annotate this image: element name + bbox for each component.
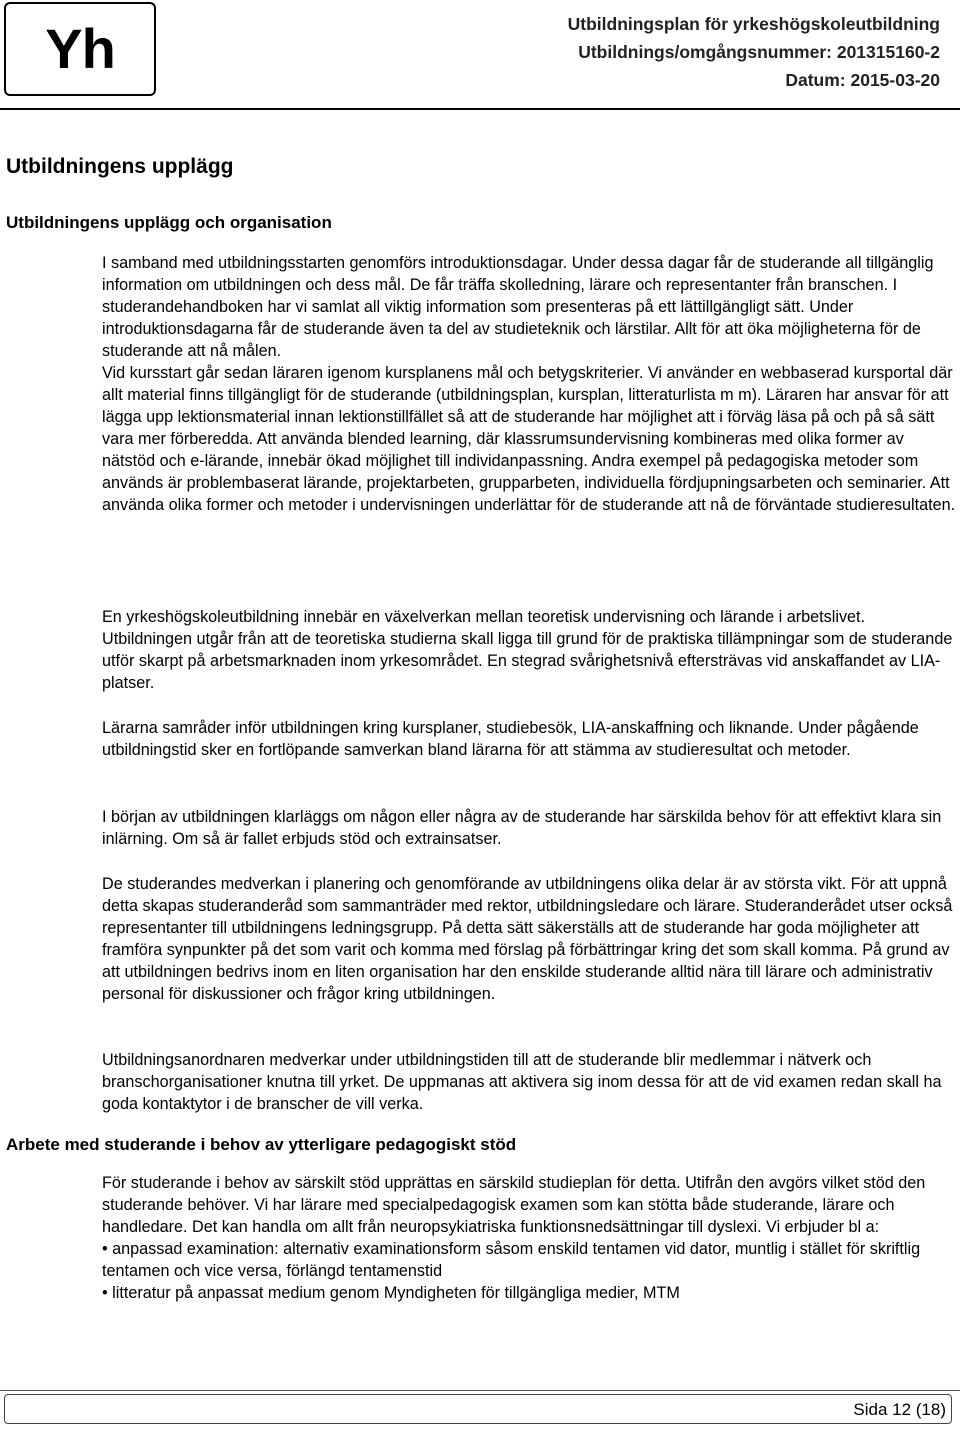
header-date: Datum: 2015-03-20 [785,70,940,90]
paragraph-block [102,1049,958,1115]
paragraph: De studerandes medverkan i planering och genomförande av utbildningens olika delar är av största vikt. För att uppnå detta skapas studeranderåd som sammanträder med rektor, utbildningsledare och lärare. Studeranderådet utser också representanter till utbildningens ledningsgrupp. På detta sätt säkerställs att de studerande har goda möjligheter att framföra synpunkter på det som varit och komma med förslag på förbättringar kring det som skall komma. På grund av att utbildningen bedrivs inom en liten organisation har den enskilde studerande alltid nära till lärare och administrativ personal för diskussioner och frågor kring utbildningen. [102,875,953,1003]
bullet-item: • anpassad examination: alternativ examinationsform såsom enskild tentamen vid dator, muntlig i stället för skriftlig tentamen och vice versa, förlängd tentamenstid [102,1240,921,1280]
paragraph: I början av utbildningen klarläggs om någon eller några av de studerande har särskilda behov för att effektivt klara sin inlärning. Om så är fallet erbjuds stöd och extrainsatser. [102,808,942,848]
bullet-item: • litteratur på anpassat medium genom Myndigheten för tillgängliga medier, MTM [102,1284,680,1302]
section-heading-organisation: Utbildningens upplägg och organisation [6,213,332,232]
header-title: Utbildningsplan för yrkeshögskoleutbildning [567,14,940,34]
paragraph: En yrkeshögskoleutbildning innebär en växelverkan mellan teoretisk undervisning och lärande i arbetslivet. Utbildningen utgår från att de teoretiska studierna skall ligga till grund för de praktiska tillämpningar som de studerande utför skarpt på arbetsmarknaden inom yrkesområdet. En stegrad svårighetsnivå eftersträvas vid anskaffandet av LIA-platser. [102,608,953,692]
page-number: Sida 12 (18) [853,1400,946,1419]
paragraph: För studerande i behov av särskilt stöd upprättas en särskild studieplan för detta. Utifrån den avgörs vilket stöd den studerande behöver. Vi har lärare med specialpedagogisk examen som kan stötta både studerande, lärare och handledare. Det kan handla om allt från neuropsykiatriska funktionsnedsättningar till dyslexi. Vi erbjuder bl a: [102,1174,926,1236]
section-body-support [102,1172,958,1304]
document-header [568,10,940,94]
section-heading-support: Arbete med studerande i behov av ytterligare pedagogiskt stöd [6,1135,517,1154]
paragraph: Lärarna samråder inför utbildningen kring kursplaner, studiebesök, LIA-anskaffning och liknande. Under pågående utbildningstid sker en fortlöpande samverkan bland lärarna för att stämma av studieresultat och metoder. [102,719,919,759]
paragraph: Vid kursstart går sedan läraren igenom kursplanens mål och betygskriterier. Vi använder en webbaserad kursportal där allt material finns tillgängligt för de studerande (utbildningsplan, kursplan, litteraturlista m m). Läraren har ansvar för att lägga upp lektionsmaterial innan lektionstillfället så att de studerande har möjlighet att i förväg läsa på och på så sätt vara mer förberedda. Att använda blended learning, där klassrumsundervisning kombineras med olika former av nätstöd och e-lärande, innebär ökad möjlighet till individanpassning. Andra exempel på pedagogiska metoder som används är problembaserat lärande, projektarbeten, grupparbeten, individuella fördjupningsarbeten och seminarier. Att använda olika former och metoder i undervisningen underlättar för de studerande att nå de förväntade studieresultaten. [102,364,956,514]
paragraph-block [102,362,958,516]
paragraph-block [102,606,958,694]
yh-logo [4,2,156,96]
paragraph: Utbildningsanordnaren medverkar under utbildningstiden till att de studerande blir medlemmar i nätverk och branschorganisationer knutna till yrket. De uppmanas att aktivera sig inom dessa för att de vid examen redan skall ha goda kontaktytor i de branscher de vill verka. [102,1051,942,1113]
logo-text: Yh [45,17,115,80]
footer-box [4,1394,952,1424]
footer-divider [0,1390,960,1391]
page-title: Utbildningens upplägg [6,155,234,178]
paragraph: I samband med utbildningsstarten genomförs introduktionsdagar. Under dessa dagar får de studerande all tillgänglig information om utbildningen och dess mål. De får träffa skolledning, lärare och representanter från branschen. I studerandehandboken har vi samlat all viktig information som presenteras på ett lättillgängligt sätt. Under introduktionsdagarna får de studerande även ta del av studieteknik och lärstilar. Allt för att öka möjligheterna för de studerande att nå målen. [102,254,934,360]
section-body-organisation [102,252,958,362]
header-divider [0,108,960,110]
paragraph-block [102,806,958,850]
paragraph-block [102,873,958,1005]
header-program-number: Utbildnings/omgångsnummer: 201315160-2 [578,42,940,62]
paragraph-block [102,717,958,761]
